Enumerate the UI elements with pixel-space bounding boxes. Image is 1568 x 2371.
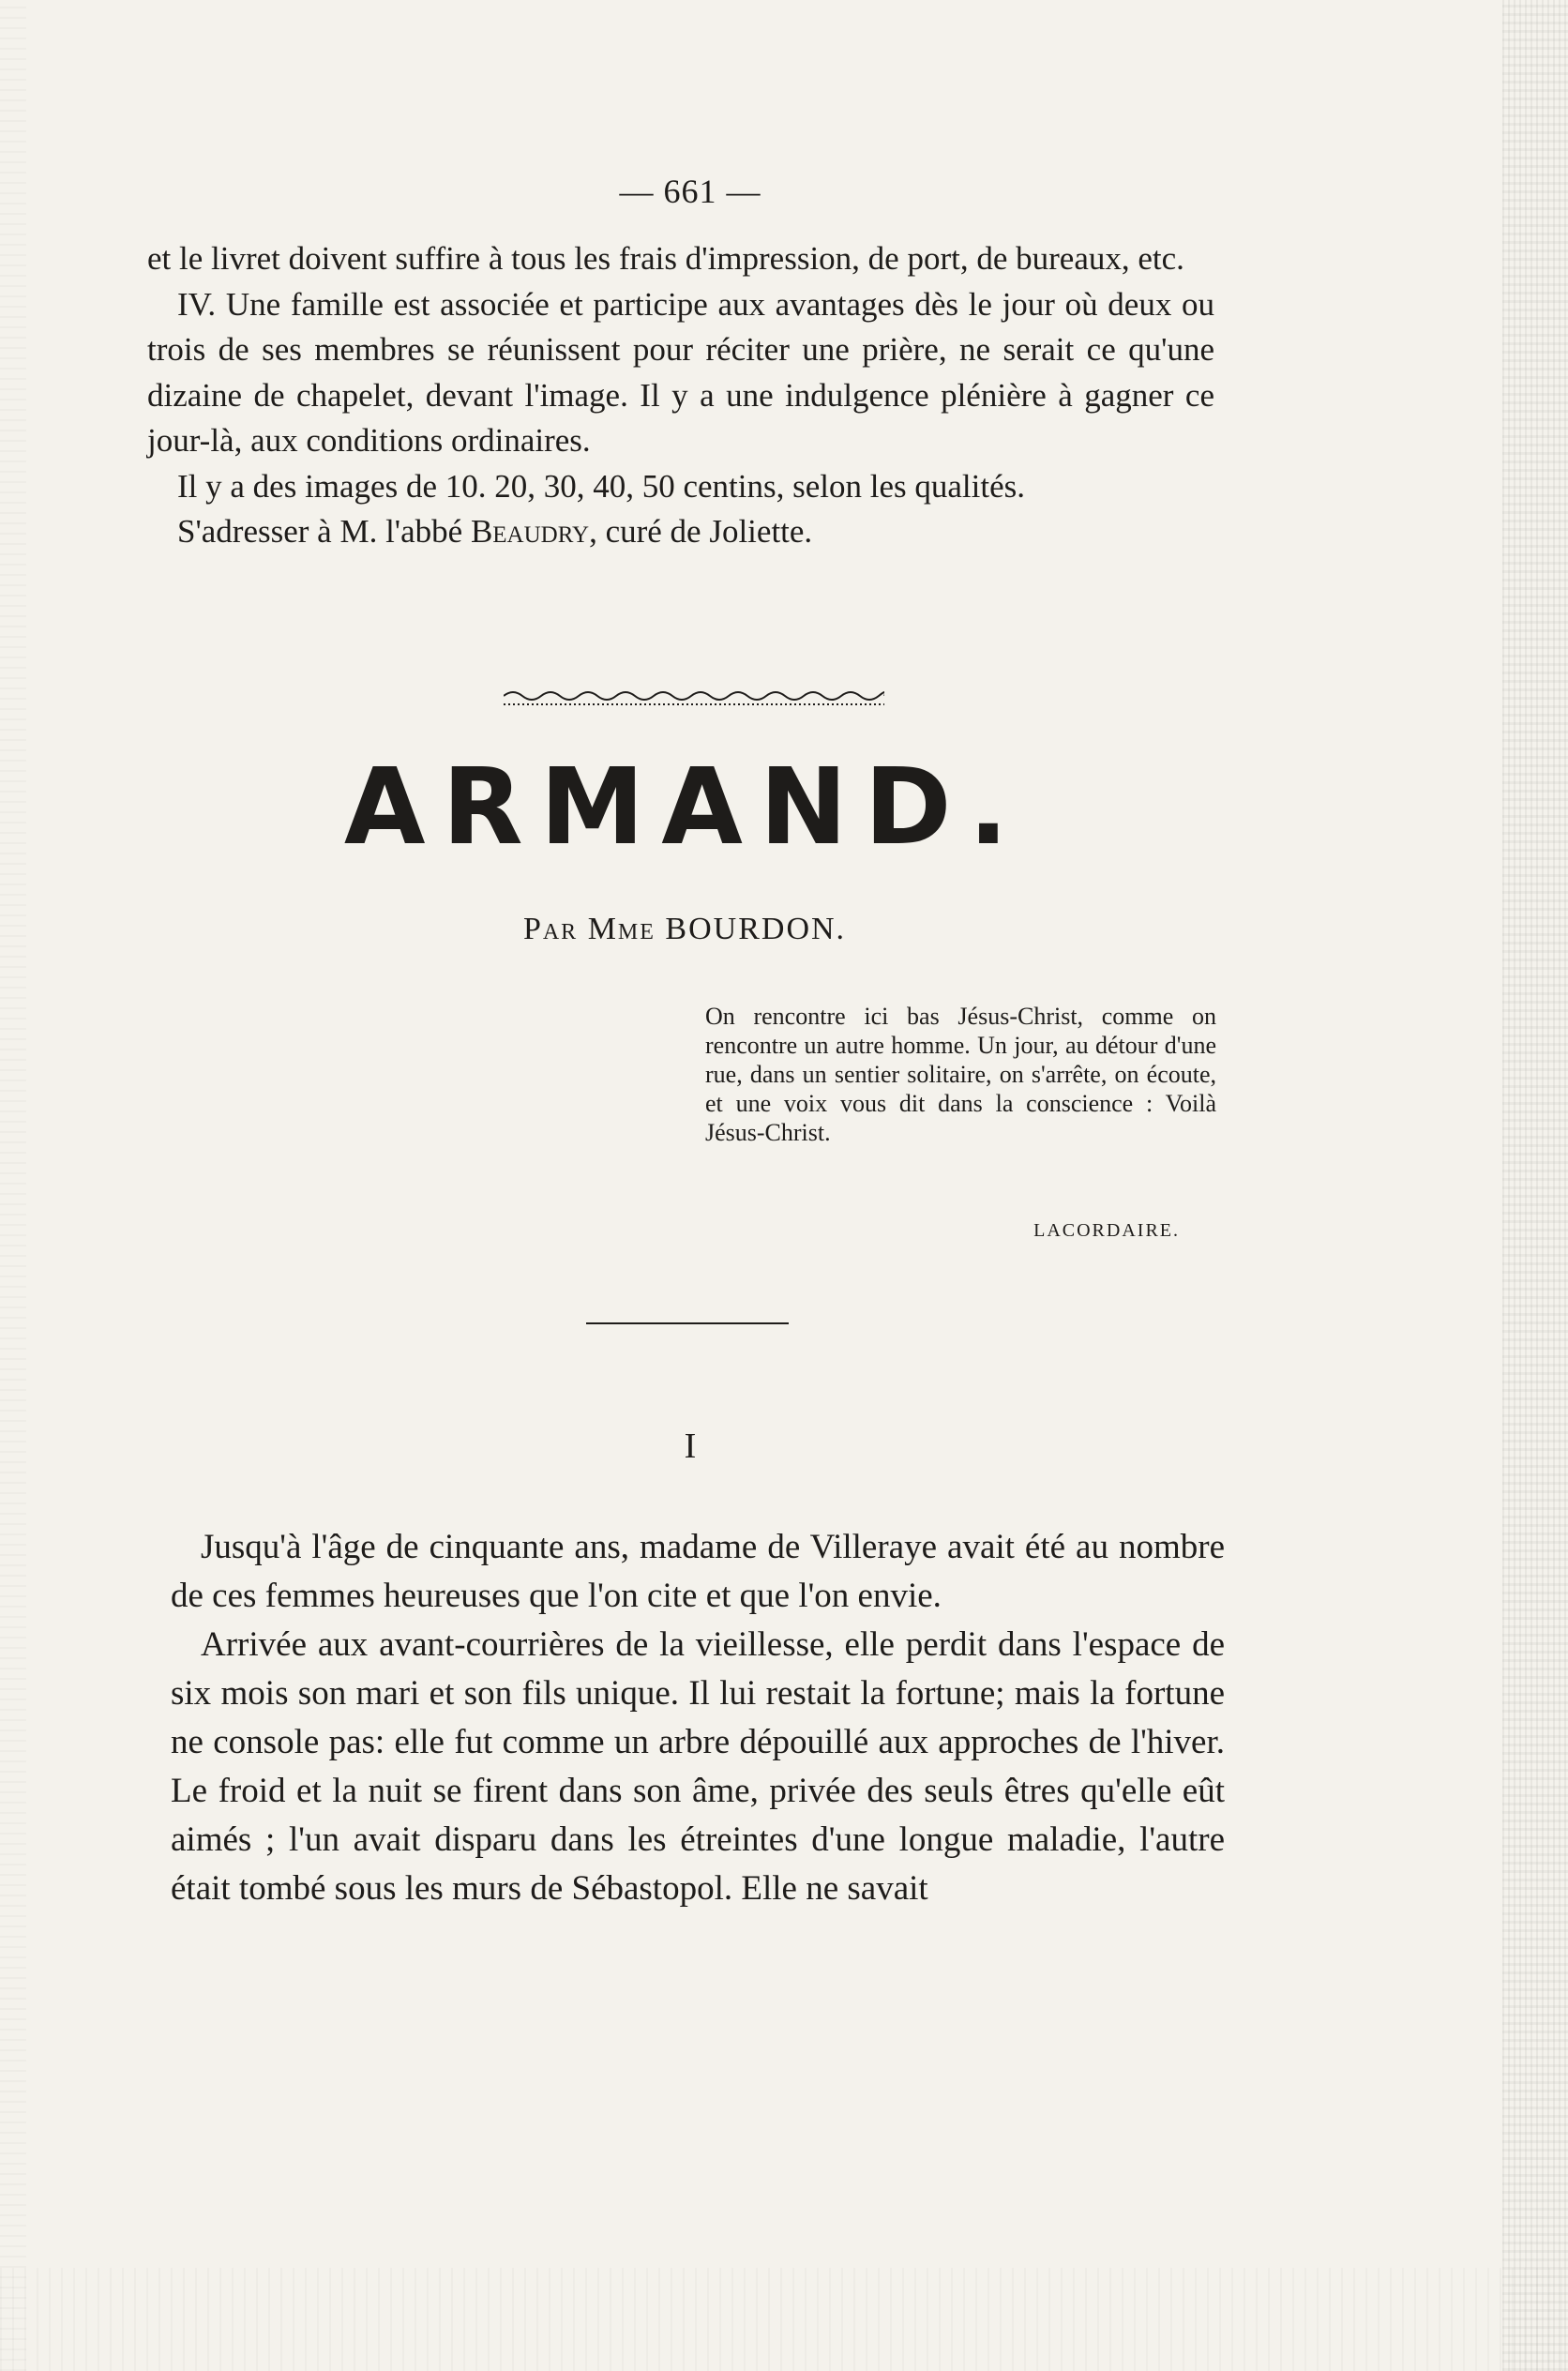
chapter-title: ARMAND. bbox=[343, 747, 1026, 868]
scan-bottom-noise bbox=[0, 2268, 1568, 2371]
chapter-text bbox=[171, 1523, 1225, 1913]
intro-paragraph-4 bbox=[147, 509, 1214, 555]
chapter-number: I bbox=[684, 1427, 697, 1466]
epigraph: On rencontre ici bas Jésus-Christ, comme on rencontre un autre homme. Un jour, au détour d'une rue, dans un sentier solitaire, on s'arrête, on écoute, et une voix vous dit dans la conscience : Voilà Jésus-Christ. bbox=[705, 1003, 1216, 1146]
epigraph-author: LACORDAIRE. bbox=[1033, 1220, 1180, 1241]
byline-author: BOURDON. bbox=[665, 912, 847, 946]
ornament-divider bbox=[504, 688, 884, 709]
intro-paragraph-1: et le livret doivent suffire à tous les frais d'impression, de port, de bureaux, etc. bbox=[147, 240, 1184, 277]
scan-edge-noise-left bbox=[0, 0, 26, 2371]
chapter-paragraph-2: Arrivée aux avant-courrières de la vieillesse, elle perdit dans l'espace de six mois son mari et son fils unique. Il lui restait la fortune; mais la fortune ne console pas: elle fut comme un arbre dépouillé aux approches de l'hiver. Le froid et la nuit se firent dans son âme, privée des seuls êtres qu'elle eût aimés ; l'un avait disparu dans les étreintes d'une longue maladie, l'autre était tombé sous les murs de Sébastopol. Elle ne savait bbox=[171, 1625, 1225, 1908]
intro-text bbox=[147, 236, 1214, 555]
section-rule-left bbox=[586, 1322, 678, 1324]
chapter-paragraph-1: Jusqu'à l'âge de cinquante ans, madame de Villeraye avait été au nombre de ces femmes heureuses que l'on cite et que l'on envie. bbox=[171, 1528, 1225, 1615]
intro-paragraph-2: IV. Une famille est associée et participe aux avantages dès le jour où deux ou trois de ses membres se réunissent pour réciter une prière, ne serait ce qu'une dizaine de chapelet, devant l'image. Il y a une indulgence plénière à gagner ce jour-là, aux conditions ordinaires. bbox=[147, 285, 1214, 459]
address-suffix: , curé de Joliette. bbox=[589, 513, 813, 550]
intro-paragraph-3: Il y a des images de 10. 20, 30, 40, 50 centins, selon les qualités. bbox=[177, 467, 1026, 505]
page-number: — 661 — bbox=[619, 173, 761, 210]
scan-edge-noise bbox=[1502, 0, 1568, 2371]
byline bbox=[0, 912, 1369, 947]
address-name: Beaudry bbox=[470, 513, 590, 550]
byline-par: Par bbox=[522, 912, 579, 946]
byline-mme: Mme bbox=[587, 912, 656, 946]
address-prefix: S'adresser à M. l'abbé bbox=[177, 513, 471, 550]
section-rule-right bbox=[672, 1322, 789, 1324]
